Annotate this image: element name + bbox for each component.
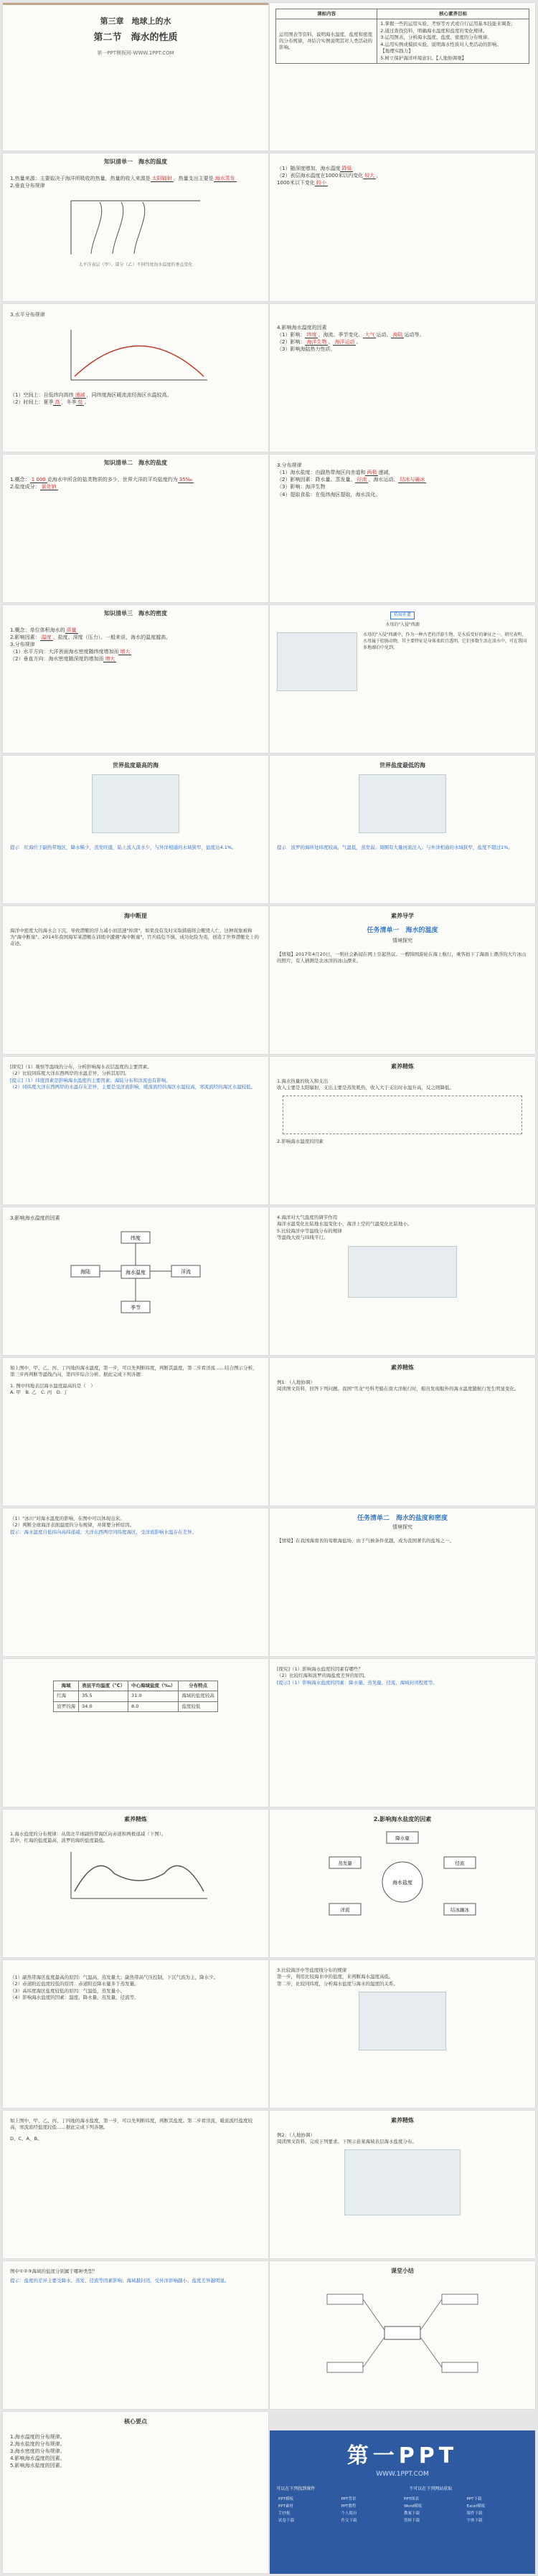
slide-subtitle: 世界盐度最低的海 bbox=[379, 762, 425, 769]
slide-temp-vertical bbox=[270, 153, 535, 301]
slide-temp-factors bbox=[270, 304, 535, 452]
table-header: 核心素养目标 bbox=[377, 9, 529, 19]
slide-subtitle: 核心要点 bbox=[124, 2418, 147, 2425]
jellyfish-image bbox=[277, 632, 357, 691]
text-line: （2）赤道附近盐度较低的原因：赤道附近降水量多于蒸发量。 bbox=[10, 1981, 139, 1987]
table-header: 课标内容 bbox=[276, 9, 377, 19]
table-cell: 运用图表等资料，说明海水温度、盐度和密度的分布规律，并结合实例说明其对人类活动的影响。 bbox=[276, 19, 377, 64]
slide-subtitle: 素养导学 bbox=[391, 913, 414, 919]
slide-subtitle: 3.水平分布规律 bbox=[10, 312, 45, 318]
promo-footer bbox=[270, 2430, 535, 2574]
diagram-center: 海水温度 bbox=[126, 1270, 146, 1276]
table-header: 表层平均温度（℃） bbox=[79, 1681, 128, 1691]
slide-topbar bbox=[3, 3, 268, 5]
logo-url[interactable]: WWW.1PPT.COM bbox=[376, 2471, 429, 2478]
text-line: 第二步，比较同纬度，分析海水盐度与海水的温度的关系。 bbox=[277, 1980, 398, 1987]
footer-link[interactable]: 教案下载 bbox=[404, 2511, 420, 2516]
text-line: 2.垂直分布规律 bbox=[10, 182, 45, 189]
list-item: 1.海水温度的分布规律。 bbox=[10, 2433, 65, 2440]
section-heading: 知识清单三 海水的密度 bbox=[104, 610, 167, 617]
factor-diagram bbox=[64, 1226, 207, 1319]
footer-link[interactable]: PPT教程 bbox=[341, 2504, 357, 2509]
section-heading: 知识清单二 海水的盐度 bbox=[104, 460, 167, 466]
text-line: 1.热量来源：主要取决于海洋所吸收的热量，热量的收入来源是 太阳辐射 ，热量支出主要是 海水蒸发 bbox=[10, 175, 235, 181]
slide-baltic-sea bbox=[270, 756, 535, 903]
text-line: （4）提取食盐：在低纬海区提取，海水淡化。 bbox=[277, 491, 381, 498]
text-line: 1.海水盐度的分布规律：从南北半球副热带海区向赤道和两极递减（下图）。 bbox=[10, 1830, 166, 1837]
chapter-title: 第三章 地球上的水 bbox=[100, 16, 171, 26]
extension-text: 水母的"入侵"西湖中，作为一种古老的浮游生物，是水质变好的象征之一。研究表明，水母属于腔肠动物，其主要特征是身体柔软且透明，它们多数生活在淡水中，可在我国多地湖泊中见到。 bbox=[363, 632, 527, 650]
slide-subtitle: 素养精炼 bbox=[391, 2117, 414, 2124]
text-line: （1）副热带海区盐度最高的原因：气温高，蒸发量大；副热带高气压控制，下沉气流为主，降水少。 bbox=[10, 1974, 219, 1980]
diagram-node: 洋流 bbox=[340, 1906, 350, 1913]
diagram-node: 洋流 bbox=[181, 1269, 191, 1275]
slide-salinity-concept bbox=[3, 455, 268, 602]
text-line: （2）影响因素：降水量、蒸发量、 径流 、海水运动、 结冰与融冰 bbox=[277, 477, 425, 483]
text-line: [探究]（1）观察等温线的分布，分析影响海水表层温度的主要因素。 bbox=[10, 1064, 152, 1070]
table-header: 分布特点 bbox=[179, 1681, 218, 1691]
text-line: 2.影响海水温度的因素 bbox=[277, 1139, 324, 1145]
slide-summary bbox=[270, 2261, 535, 2409]
footer-link[interactable]: 作文下载 bbox=[341, 2519, 357, 2523]
footer-link[interactable]: 资料下载 bbox=[404, 2519, 420, 2523]
question: 例1：（人地协调） bbox=[277, 1379, 315, 1385]
horizontal-temp-chart bbox=[57, 323, 214, 387]
red-sea-image bbox=[92, 774, 179, 833]
slide-extension bbox=[270, 605, 535, 753]
table-row: 波罗的海 34.0 8.0 盐度较低 bbox=[54, 1701, 218, 1711]
footer-link[interactable]: PPT背景 bbox=[341, 2497, 357, 2501]
slide-temp-source bbox=[3, 153, 268, 301]
site-text: 第一PPT模板网-WWW.1PPT.COM bbox=[97, 49, 174, 56]
slide-ocean-regulation bbox=[270, 1207, 535, 1355]
diagram-center: 海水盐度 bbox=[392, 1879, 412, 1886]
slide-temp-horizontal bbox=[3, 304, 268, 452]
diagram-node: 结冰融冰 bbox=[450, 1906, 469, 1913]
text-line: （2）判断全球海洋表面温度的分布规律，并简要分析原因。 bbox=[10, 1522, 135, 1529]
footer-link[interactable]: 手抄报 bbox=[278, 2511, 291, 2516]
baltic-sea-map bbox=[359, 774, 446, 833]
footer-link[interactable]: Word模板 bbox=[404, 2504, 423, 2509]
slide-task-2 bbox=[270, 1508, 535, 1656]
slide-subtitle: 素养精炼 bbox=[391, 1364, 414, 1371]
text-line: （2）比较同纬度大洋东西两岸的水温差异，分析其原因。 bbox=[10, 1070, 130, 1077]
slide-isohaline bbox=[270, 1960, 535, 2108]
footer-link[interactable]: 字体下载 bbox=[466, 2519, 483, 2523]
diagram-node: 纬度 bbox=[131, 1235, 141, 1242]
body-text: 如上图中，甲、乙、丙、丁四地的海水温度，第一步，可以先判断纬度，判断其温度，第二步看洋流……结合图示分析，第三步再判断等温线凸向，第四步综合分析。据此完成下列各题： bbox=[10, 1365, 258, 1378]
objectives-table bbox=[275, 9, 529, 64]
slide-subtitle: 2.影响海水盐度的因素 bbox=[373, 1816, 432, 1822]
slide-answer-2 bbox=[3, 2261, 268, 2409]
diagram-node: 径流 bbox=[455, 1860, 465, 1866]
footer-links bbox=[270, 2491, 535, 2527]
tip-text: 提示 波罗的海所处纬度较高，气温低，蒸发弱；周围有大量河流注入；与外洋相通的水域狭窄，盐度不超过1%。 bbox=[277, 844, 513, 850]
slide-salinity-table bbox=[3, 1659, 268, 1807]
extension-tag: 拓展补遗 bbox=[390, 612, 415, 619]
salinity-map bbox=[344, 2149, 461, 2215]
diagram-node: 海陆 bbox=[80, 1269, 90, 1275]
text-line: （2）垂直方向：海水密度随深度的增加而 增大 bbox=[10, 656, 115, 662]
text-line: 1.海水热量的收入和支出 bbox=[277, 1078, 329, 1084]
objective-item: 【地理实践力】 bbox=[380, 48, 413, 54]
text-line: （1）"冰川"对海水温度的影响，在图中可以体现出来。 bbox=[10, 1516, 125, 1521]
text-line: （2）同纬度大洋东西两岸的水温存在差异，主要是受洋流影响，暖流流经的海区水温较高，寒流流经的海区水温较低。 bbox=[10, 1084, 256, 1090]
slide-red-sea bbox=[3, 756, 268, 903]
text-line: 1.概念： 1 000 克海水中所含的盐类物质的多少，世界大洋的平均盐度约为 35‰ bbox=[10, 476, 193, 483]
objective-item: 3.运用图表，分析海水温度、盐度、密度的分布规律。 bbox=[380, 34, 492, 41]
table-header: 海域 bbox=[54, 1681, 79, 1691]
text-line: （1）海水盐度：由副热带海区向赤道和 两极 递减， bbox=[277, 470, 394, 476]
slide-key-points bbox=[3, 2412, 268, 2573]
slide-method-2 bbox=[3, 2111, 268, 2258]
slide-example-1 bbox=[270, 1358, 535, 1506]
options: D、C、A、B。 bbox=[10, 2135, 42, 2142]
slide-temp-factors-diagram bbox=[3, 1207, 268, 1355]
slide-answer-1 bbox=[3, 1508, 268, 1656]
text-line: 4.海洋对大气温度的调节作用 bbox=[277, 1215, 338, 1220]
slide-salinity-reasons bbox=[3, 1960, 268, 2108]
objective-item: 1.掌握一些的运用实验、考察等方式或自行运用基本技能来调查； bbox=[380, 21, 516, 27]
salinity-factor-diagram bbox=[324, 1828, 481, 1936]
text-line: （1）影响： 纬度 、海流、季节变化、 大气 运动、 海陆 运动等。 bbox=[277, 332, 425, 338]
text-line: 1.概念：单位体积海水的 质量 bbox=[10, 627, 77, 633]
objective-item: 5.树立保护海洋环境意识。【人地协调观】 bbox=[380, 54, 467, 61]
text-line: [提示]（1）纬度因素是影响海水温度的主要因素；海陆分布和洋流也有影响。 bbox=[10, 1077, 171, 1083]
table-header: 中心海域盐度（‰） bbox=[128, 1681, 179, 1691]
slide-refine-1 bbox=[270, 1057, 535, 1204]
sea-table bbox=[53, 1681, 218, 1712]
table-cell bbox=[377, 19, 529, 64]
text-line: （2）表层海水温度在1000米以内变化 较大 ， bbox=[277, 173, 382, 179]
chart-caption: 太平洋表层（甲）、部分（乙）不同纬度海水温度的垂直变化 bbox=[78, 262, 193, 267]
body-text: 阅读图文资料，完成下列要求。下图示意某海域表层海水盐度分布。 bbox=[277, 2139, 417, 2145]
slide-salinity-curve bbox=[3, 1810, 268, 1957]
text-line: （3）影响海陆热力性质。 bbox=[277, 346, 336, 353]
list-item: 4.影响海水温度的因素。 bbox=[10, 2456, 65, 2462]
slide-explore-2 bbox=[270, 1659, 535, 1807]
slide-objectives bbox=[270, 3, 535, 151]
slide-task-1 bbox=[270, 906, 535, 1054]
list-item: 2.海水盐度的分布规律。 bbox=[10, 2440, 65, 2447]
text-line: 其中，红海的盐度最高，波罗的海的盐度最低。 bbox=[10, 1838, 108, 1844]
task-title: 任务清单二 海水的盐度和密度 bbox=[357, 1515, 448, 1522]
footer-link[interactable]: PPT下载 bbox=[466, 2497, 482, 2501]
task-subtitle: 情境探究 bbox=[392, 937, 412, 944]
text-line: （1）水平方向：大洋表面海水密度随纬度增加而 增大 bbox=[10, 649, 131, 655]
logo-text: 第一PPT bbox=[346, 2443, 458, 2468]
text-line: （2）时间上：夏季 高 ，冬季 低 。 bbox=[10, 399, 90, 406]
slide-density bbox=[3, 605, 268, 753]
slide-subtitle: 课堂小结 bbox=[391, 2268, 414, 2274]
slide-title bbox=[3, 3, 268, 151]
text-line: （3）高纬度海区盐度较低的原因：气温低，蒸发量小。 bbox=[10, 1987, 126, 1994]
text-line: 2.影响因素： 温度 、盐度、深度（压力）。一般来说，海水的温度越高， bbox=[10, 634, 171, 640]
text-line: （1）随深度增加，海水温度 降低 bbox=[277, 166, 352, 171]
text-line: 5.比较海洋中等温线分布的规律 bbox=[277, 1227, 342, 1234]
objective-item: 2.通过查找资料，明确海水温度和盐度的变化规律。 bbox=[380, 27, 488, 34]
mindmap bbox=[316, 2280, 489, 2387]
slide-method-1 bbox=[3, 1358, 268, 1506]
isohaline-map bbox=[359, 1992, 446, 2050]
text-line: [探究]（1）影响海水盐度的因素有哪些？ bbox=[277, 1666, 363, 1672]
text-line: [提示]（1）影响海水盐度的因素：降水量、蒸发量、径流、海域封闭程度等。 bbox=[277, 1679, 438, 1686]
body-text: 如上图中，甲、乙、丙、丁四地的海水盐度，第一步，可以先判断纬度，判断其盐度。第二步看洋流，暖流流经盐度较高，寒流流经盐度较低……据此完成下列各题。 bbox=[10, 2118, 253, 2131]
slide-subtitle: 素养精炼 bbox=[391, 1063, 414, 1070]
footer-link[interactable]: 试卷下载 bbox=[278, 2519, 295, 2523]
footer-link[interactable]: 课件下载 bbox=[466, 2511, 483, 2516]
slide-salinity-distribution bbox=[270, 455, 535, 602]
diagram-node: 降水量 bbox=[395, 1835, 410, 1841]
salinity-curve-chart bbox=[57, 1848, 214, 1906]
section-title: 第二节 海水的性质 bbox=[93, 32, 178, 43]
question: 1. 图中四地表层海水温度最高的是（ ） bbox=[10, 1382, 95, 1389]
text-line: 提示：盐度的差异主要受降水、蒸发、径流等因素影响；海域越封闭，受外洋影响越小，盐度差异越明显。 bbox=[10, 2278, 230, 2284]
footer-right-title: 不可以在下列网站获取 bbox=[409, 2486, 453, 2491]
figure-caption: 水母的"入侵"西湖 bbox=[385, 622, 420, 627]
footer-left-title: 可以在下列找到课件 bbox=[276, 2486, 316, 2491]
table-row: 红海 35.5 31.0 海域的盐度较高 bbox=[54, 1691, 218, 1701]
diagram-box bbox=[283, 1095, 522, 1134]
list-item: 5.影响海水盐度的因素。 bbox=[10, 2463, 65, 2469]
text-line: （4）影响海水盐度的因素：温度、降水量、蒸发量、径流等。 bbox=[10, 1995, 139, 2001]
slide-example-2 bbox=[270, 2111, 535, 2258]
vertical-temp-chart bbox=[57, 194, 214, 258]
slide-subtitle: 3.分布规律 bbox=[277, 462, 302, 468]
text-line: （2）比较红海和波罗的海盐度差异的原因。 bbox=[277, 1673, 369, 1679]
text-line: （2）影响： 海洋生物 、 海洋运动 。 bbox=[277, 339, 362, 346]
footer-link[interactable]: PPT图表 bbox=[404, 2497, 419, 2501]
diagram-node: 季节 bbox=[131, 1305, 141, 1311]
section-heading: 知识清单一 海水的温度 bbox=[104, 158, 167, 165]
body-text: 阅读图文资料，回答下列问题。我国"雪龙"号科考船在南大洋航行时，船员发现船外的海水温度随航行发生明显变化。 bbox=[277, 1386, 519, 1392]
text-line: 1000米以下变化 较小 bbox=[277, 180, 326, 186]
question: 例2：（人地协调） bbox=[277, 2131, 315, 2138]
slide-explore-1 bbox=[3, 1057, 268, 1204]
slide-subtitle: 3.影响海水温度的因素 bbox=[10, 1215, 60, 1221]
diagram-node: 蒸发量 bbox=[338, 1860, 352, 1866]
footer-link[interactable]: PPT模板 bbox=[278, 2497, 293, 2501]
body-text: 【情境】在我国海南省的莺歌海盐场，由于气候条件优越，成为我国著名的盐场之一。 bbox=[277, 1538, 454, 1544]
slide-salinity-factors bbox=[270, 1810, 535, 1957]
list-item: 3.海水密度的分布规律。 bbox=[10, 2448, 65, 2454]
task-title: 任务清单一 海水的温度 bbox=[367, 926, 438, 934]
text-line: （1）空间上：自低纬向高纬 递减 ，同纬度海区暖流流经海区水温较高。 bbox=[10, 392, 172, 399]
text-line: 3.比较海洋中等盐度线分布的规律 bbox=[277, 1967, 347, 1973]
slide-subtitle: 海中断崖 bbox=[124, 913, 147, 919]
text-line: 第一步，利用比较海水中的盐度，来判断海水温度高低。 bbox=[277, 1974, 394, 1980]
slide-sea-cliff bbox=[3, 906, 268, 1054]
text-line: 提示：海水温度自低纬向高纬递减；大洋东西两岸同纬度海区，受洋流影响水温存在差异。 bbox=[10, 1529, 197, 1535]
footer-link[interactable]: PPT素材 bbox=[278, 2504, 293, 2509]
slide-subtitle: 世界盐度最高的海 bbox=[113, 762, 159, 769]
text-line: 3.分布规律 bbox=[10, 641, 35, 647]
tip-text: 提示 红海位于副热带地区，降水稀少，蒸发旺盛，陆上流入淡水少，与外洋相通的水域狭窄，盐度达4.1%。 bbox=[10, 844, 237, 850]
slide-subtitle: 4.影响海水温度的因素 bbox=[277, 325, 327, 331]
text-line: 海洋水温变化比陆地水温变化小，海洋上空的气温变化比陆地小。 bbox=[277, 1221, 412, 1227]
body-text: 【情境】2017年4月20日，一则社会新闻在网上引起热议。一艘韩国游轮在海上航行，乘客拍下了海面上漂浮的大片冰山的照片，有人猜测是北冰洋的冰山漂来。 bbox=[277, 951, 527, 964]
isotherm-map bbox=[348, 1246, 457, 1298]
footer-link[interactable]: Excel模板 bbox=[466, 2504, 486, 2509]
footer-link[interactable]: 个人简历 bbox=[341, 2511, 357, 2516]
text-line: 2.盐度成分： 氯化钠 bbox=[10, 483, 57, 490]
text-line: 图中①②③海域的盐度分别属于哪种类型？ bbox=[10, 2268, 98, 2274]
text-line: （3）影响：海洋生物 bbox=[277, 484, 326, 490]
text-line: 等温线大致与纬线平行。 bbox=[277, 1235, 329, 1241]
options: A. 甲 B. 乙 C. 丙 D. 丁 bbox=[10, 1389, 68, 1396]
body-text: 海洋中密度大的海水会下沉，导致潜艇的浮力减小而迅速"掉深"，如果没有及时采取措施将会艇毁人亡，这种现象被称为"海中断崖"。2014年我国海军某潜艇在训练中遭遇"海中断崖"，官兵临危不惧，成功化险为夷，创造了世界潜艇史上的奇迹。 bbox=[10, 927, 260, 947]
objective-item: 4.运用实例或模拟实验，说明海水性质对人类活动的影响。 bbox=[380, 41, 501, 47]
task-subtitle: 情境探究 bbox=[392, 1524, 412, 1531]
slide-subtitle: 素养精炼 bbox=[124, 1816, 147, 1822]
text-line: 收入主要是太阳辐射，支出主要是蒸发耗热，收入大于支出时水温升高，反之则降低。 bbox=[277, 1085, 454, 1091]
